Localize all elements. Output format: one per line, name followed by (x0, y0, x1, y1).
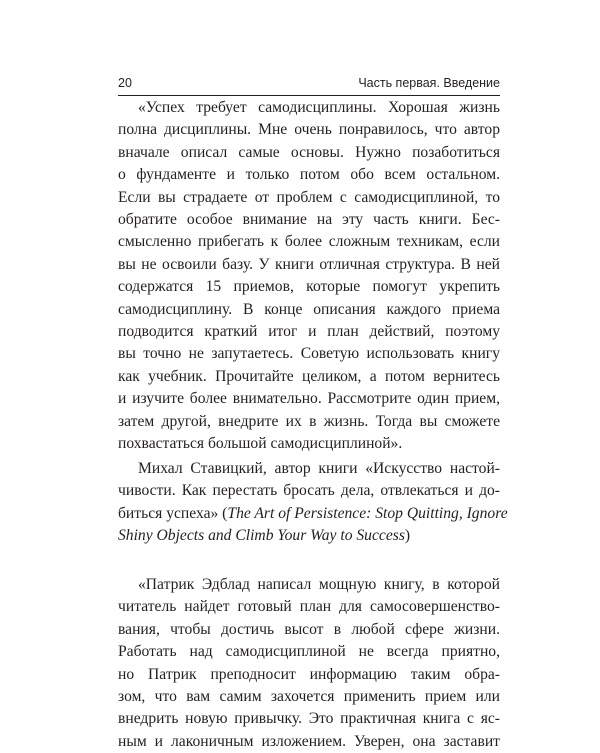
page-number: 20 (118, 76, 132, 90)
text-line: содержатся 15 приемов, которые помогут укрепить (118, 278, 500, 296)
text-line (118, 525, 500, 547)
text-line: затем другой, внедрите их в жизнь. Тогда вы сможете (118, 412, 500, 430)
text-line: «Успех требует самодисциплины. Хорошая жизнь (138, 99, 500, 116)
text-line (118, 503, 508, 525)
text-line: самодисциплину. В конце описания каждого приема (118, 300, 500, 318)
text-line: Работать над самодисциплиной не всегда приятно, (118, 643, 500, 661)
text-line: но Патрик преподносит информацию таким обра- (118, 665, 500, 683)
text-line: полна дисциплины. Мне очень понравилось, что автор (118, 121, 500, 139)
text-line: как учебник. Прочитайте целиком, а потом вернитесь (118, 367, 500, 385)
text-line: ным и лаконичным изложением. Уверен, она заставит (118, 732, 500, 750)
header-rule (118, 95, 500, 96)
attribution-text: биться успеха» ( (118, 504, 228, 522)
quote-paragraph-2 (118, 574, 500, 753)
text-line: зом, что вам самим захочется применить прием или (118, 688, 500, 706)
text-line: читатель найдет готовый план для самосовершенство- (118, 598, 500, 616)
quote-paragraph-1 (118, 97, 500, 456)
text-line: вначале описал самые основы. Нужно позаботиться (118, 143, 500, 161)
book-title-italic: The Art of Persistence: Stop Quitting, Ignore (227, 504, 508, 522)
text-line: похвастаться большой самодисциплиной». (118, 435, 403, 453)
text-line: вы точно не запутаетесь. Советую использовать книгу (118, 345, 500, 363)
text-line: Михал Ставицкий, автор книги «Искусство настой- (138, 460, 500, 477)
text-line: Если вы страдаете от проблем с самодисциплиной, то (118, 188, 500, 206)
text-line: и изучите более внимательно. Рассмотрите один прием, (118, 390, 500, 408)
text-line: вы не освоили базу. У книги отличная структура. В ней (118, 255, 500, 273)
attribution-paragraph (118, 458, 508, 548)
text-line: смысленно прибегать к более сложным техникам, если (118, 233, 500, 251)
text-line: о фундаменте и только потом обо всем остальном. (118, 166, 500, 184)
attribution-text: ) (404, 527, 411, 545)
text-line: «Патрик Эдблад написал мощную книгу, в которой (138, 576, 500, 593)
text-line: чивости. Как перестать бросать дела, отвлекаться и до- (118, 482, 500, 500)
text-line: внедрить новую привычку. Это практичная книга с яс- (118, 710, 500, 728)
text-line: подводится краткий итог и план действий, поэтому (118, 323, 500, 341)
book-title-italic: Shiny Objects and Climb Your Way to Success (118, 527, 405, 545)
text-line: обратите особое внимание на эту часть книги. Бес- (118, 211, 500, 229)
section-title: Часть первая. Введение (358, 76, 500, 90)
running-header (118, 76, 500, 93)
text-line: вания, чтобы достичь высот в любой сфере жизни. (118, 620, 500, 638)
